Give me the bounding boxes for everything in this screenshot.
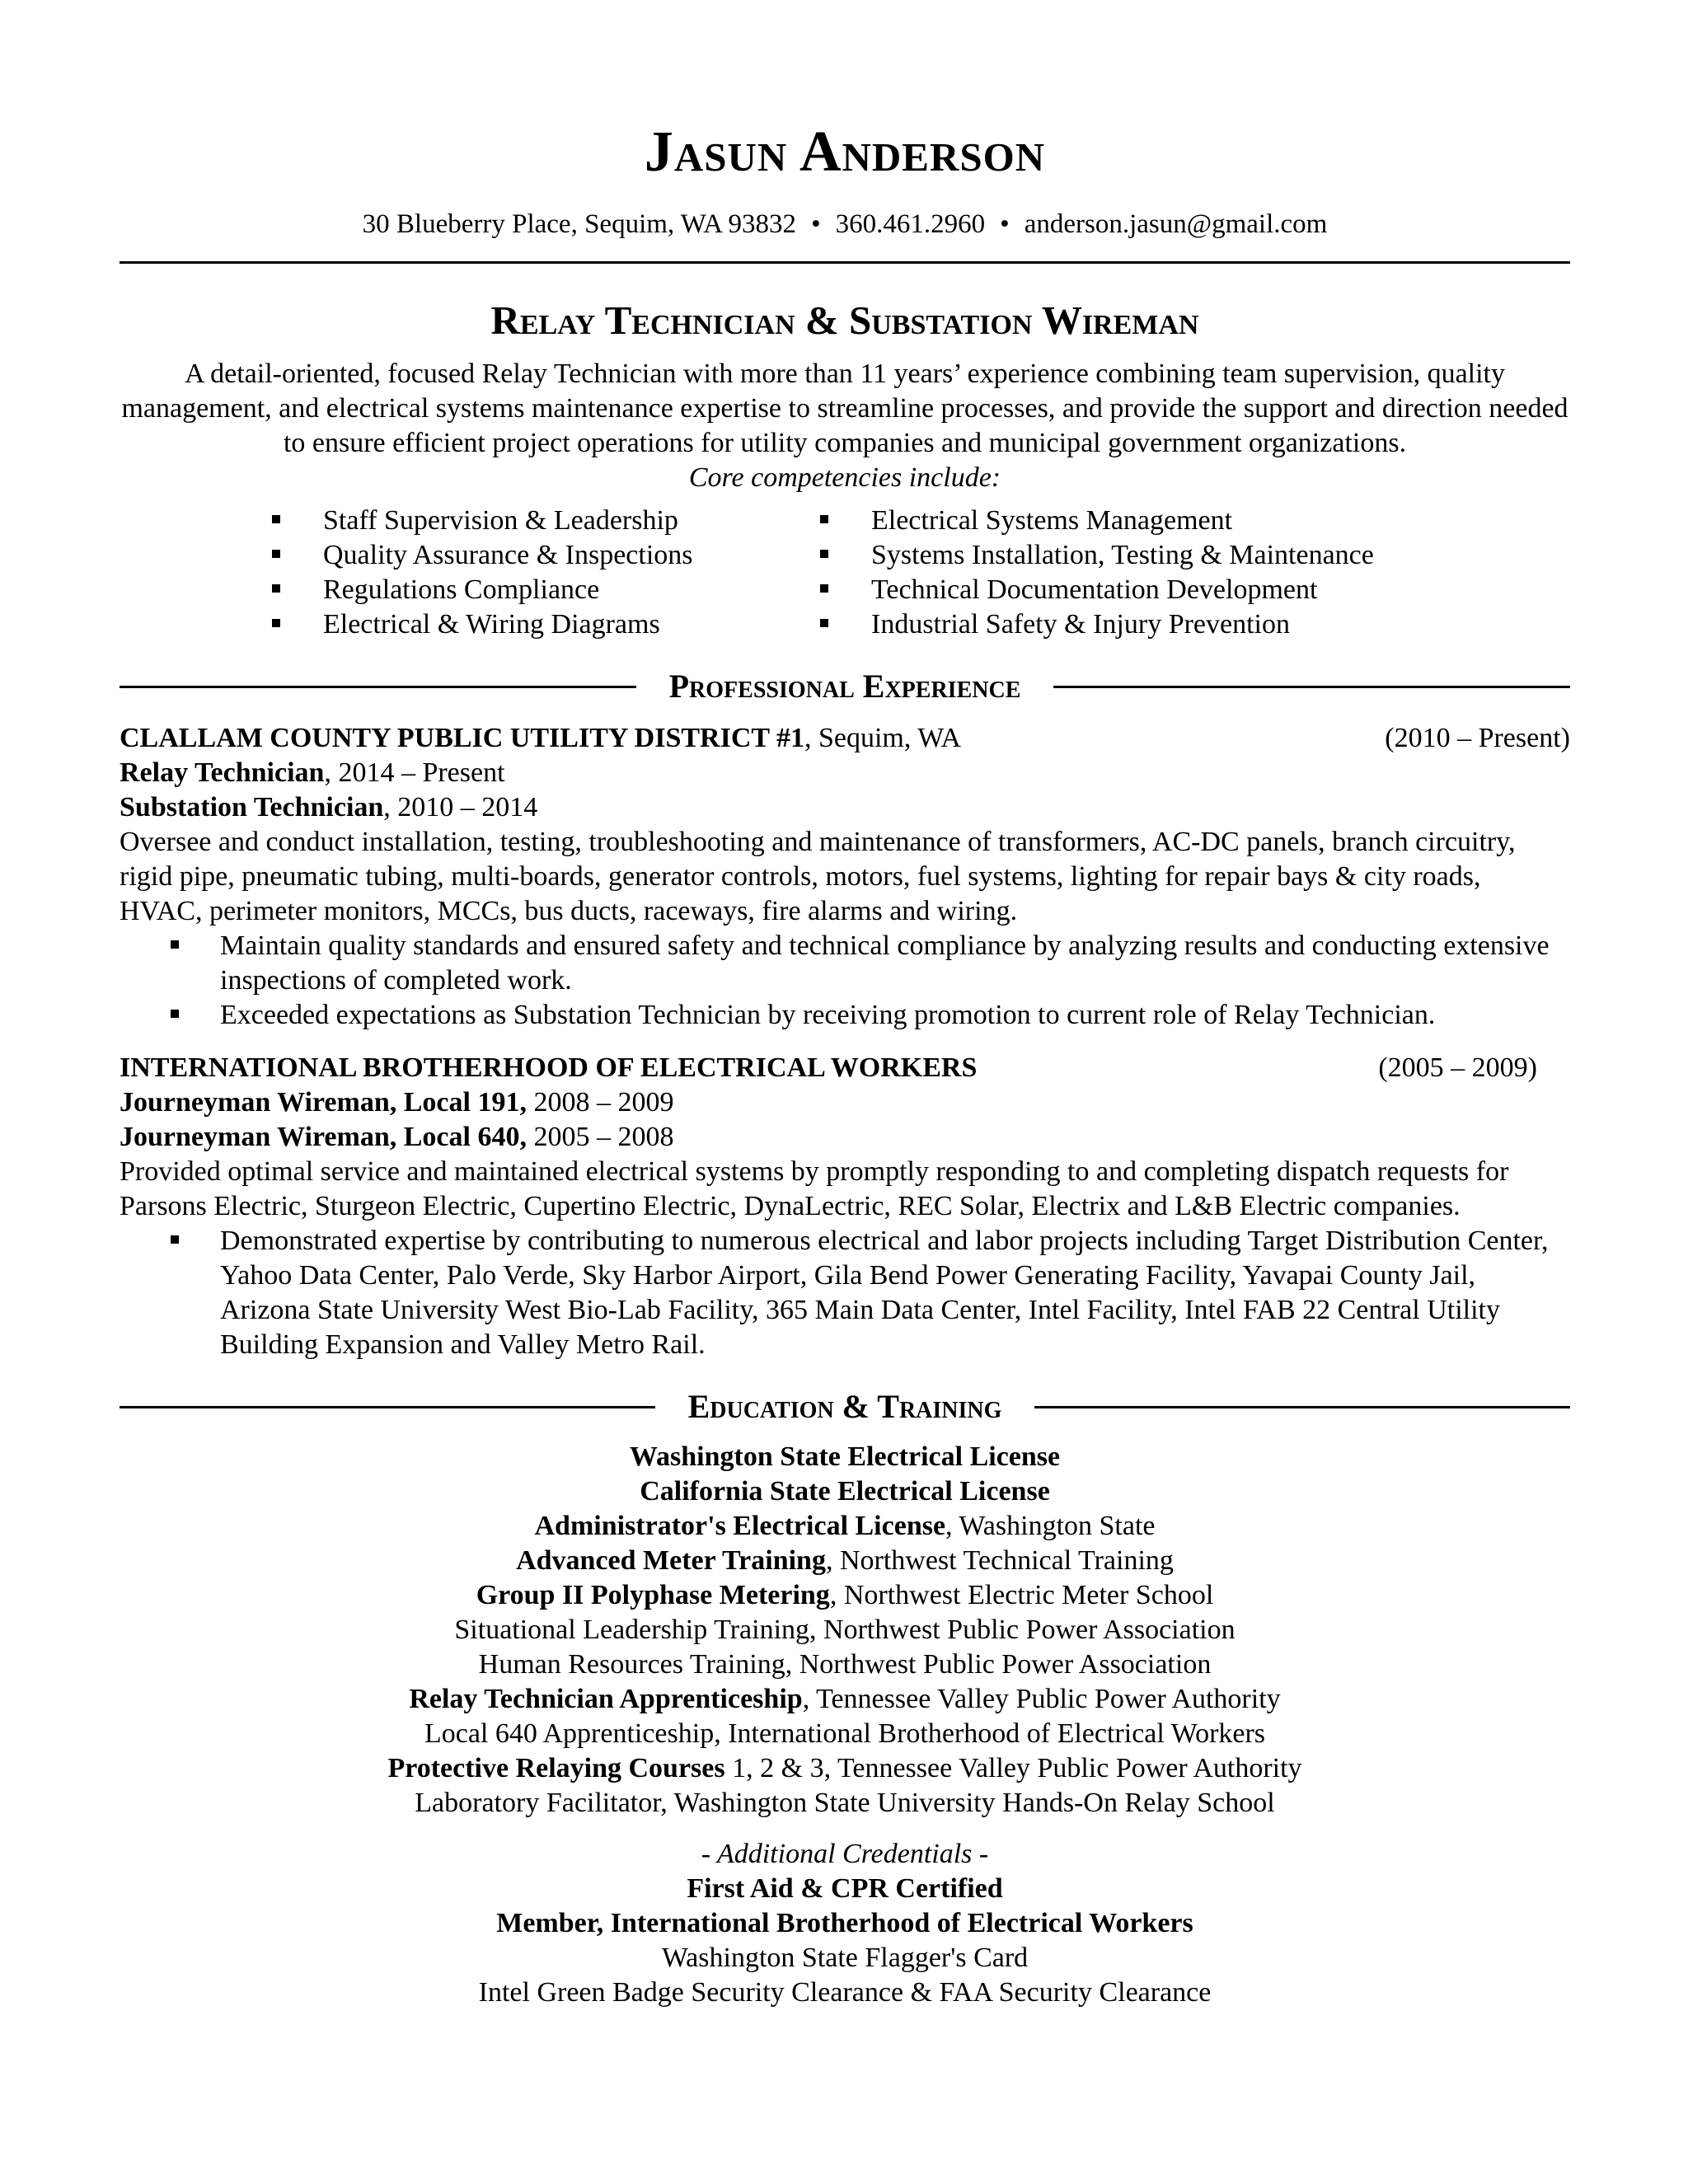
competency-item: Staff Supervision & Leadership <box>272 504 820 538</box>
education-item: Advanced Meter Training, Northwest Technical Training <box>516 1545 1174 1576</box>
additional-credentials-label: - Additional Credentials - <box>701 1839 989 1869</box>
job-bullet: Demonstrated expertise by contributing to numerous electrical and labor projects including Target Distribution Center, Yahoo Data Center, Palo Verde, Sky Harbor Airport, Gila Bend Power Generating Facility, Yavapai County Jail, Arizona State University West Bio-Lab Facility, 365 Main Data Center, Intel Facility, Intel FAB 22 Central Utility Building Expansion and Valley Metro Rail. <box>171 1224 1570 1362</box>
employer: CLALLAM COUNTY PUBLIC UTILITY DISTRICT #1 <box>120 723 804 753</box>
education-item: Laboratory Facilitator, Washington State University Hands-On Relay School <box>415 1788 1275 1818</box>
education-item: Washington State Electrical License <box>629 1441 1061 1472</box>
competencies-column-2 <box>820 504 1374 642</box>
section-rule <box>120 1406 655 1408</box>
competency-item: Systems Installation, Testing & Maintenance <box>820 538 1374 573</box>
employer: INTERNATIONAL BROTHERHOOD OF ELECTRICAL WORKERS <box>120 1052 978 1083</box>
job-location: , Sequim, WA <box>804 723 962 753</box>
summary: A detail-oriented, focused Relay Technician with more than 11 years’ experience combining team supervision, quality management, and electrical systems maintenance expertise to streamline processes, and provide the support and direction needed to ensure efficient project operations for utility companies and municipal government organizations. <box>121 359 1568 458</box>
education-item: Relay Technician Apprenticeship, Tennessee Valley Public Power Authority <box>409 1684 1281 1714</box>
education-item: Administrator's Electrical License, Washington State <box>534 1511 1156 1541</box>
education-item: Situational Leadership Training, Northwest Public Power Association <box>454 1615 1236 1645</box>
education-item: Group II Polyphase Metering, Northwest Electric Meter School <box>476 1580 1214 1610</box>
section-title: Professional Experience <box>668 668 1021 705</box>
education-item: California State Electrical License <box>640 1476 1050 1507</box>
job-bullets <box>120 929 1570 1033</box>
core-competencies-label: Core competencies include: <box>688 462 1001 493</box>
job-bullet: Exceeded expectations as Substation Technician by receiving promotion to current role of Relay Technician. <box>171 998 1570 1033</box>
section-title: Education & Training <box>687 1388 1002 1425</box>
credentials-list <box>120 1872 1570 2010</box>
credential-item: First Aid & CPR Certified <box>687 1873 1003 1904</box>
credential-item: Washington State Flagger's Card <box>661 1943 1029 1973</box>
section-rule <box>120 686 636 688</box>
role-title: Journeyman Wireman, Local 191, <box>120 1087 527 1118</box>
address: 30 Blueberry Place, Sequim, WA 93832 <box>362 209 797 239</box>
job-bullet: Maintain quality standards and ensured safety and technical compliance by analyzing results and conducting extensive inspections of completed work. <box>171 929 1570 998</box>
job-header <box>120 1051 1570 1085</box>
role-line <box>120 756 1570 790</box>
section-rule <box>1034 1406 1570 1408</box>
role-line <box>120 790 1570 825</box>
role-title: Relay Technician <box>120 757 325 788</box>
competency-item: Electrical Systems Management <box>820 504 1374 538</box>
credential-item: Intel Green Badge Security Clearance & FAA Security Clearance <box>478 1977 1212 2008</box>
bullet-separator: • <box>1000 209 1010 239</box>
education-item: Local 640 Apprenticeship, International Brotherhood of Electrical Workers <box>424 1718 1266 1749</box>
job-entry <box>120 1051 1570 1362</box>
job-dates: (2005 – 2009) <box>1378 1052 1537 1083</box>
email: anderson.jasun@gmail.com <box>1024 209 1328 239</box>
role-title: Journeyman Wireman, Local 640, <box>120 1122 527 1152</box>
phone: 360.461.2960 <box>835 209 986 239</box>
role-title: Substation Technician <box>120 792 384 823</box>
competency-item: Quality Assurance & Inspections <box>272 538 820 573</box>
role-dates: , 2014 – Present <box>324 757 505 788</box>
job-bullets <box>120 1224 1570 1362</box>
section-rule <box>1053 686 1570 688</box>
job-description: Provided optimal service and maintained electrical systems by promptly responding to and completing dispatch requests for Parsons Electric, Sturgeon Electric, Cupertino Electric, DynaLectric, REC Solar, Electrix and L&B Electric companies. <box>120 1156 1509 1221</box>
role-dates: 2008 – 2009 <box>526 1087 674 1118</box>
competency-item: Technical Documentation Development <box>820 573 1374 607</box>
competency-item: Electrical & Wiring Diagrams <box>272 607 820 642</box>
header-divider <box>120 261 1570 264</box>
competencies-column-1 <box>272 504 820 642</box>
section-header-experience <box>120 670 1570 703</box>
candidate-name: Jasun Anderson <box>644 120 1046 184</box>
credential-item: Member, International Brotherhood of Electrical Workers <box>496 1908 1193 1938</box>
section-header-education <box>120 1390 1570 1423</box>
competency-item: Industrial Safety & Injury Prevention <box>820 607 1374 642</box>
education-item: Protective Relaying Courses 1, 2 & 3, Tennessee Valley Public Power Authority <box>387 1753 1302 1783</box>
competencies <box>120 504 1570 642</box>
job-header <box>120 721 1570 756</box>
education-item: Human Resources Training, Northwest Public Power Association <box>478 1649 1212 1680</box>
role-line <box>120 1085 1570 1120</box>
competency-item: Regulations Compliance <box>272 573 820 607</box>
role-dates: 2005 – 2008 <box>526 1122 674 1152</box>
role-dates: , 2010 – 2014 <box>383 792 538 823</box>
role-line <box>120 1120 1570 1155</box>
headline: Relay Technician & Substation Wireman <box>490 298 1199 343</box>
job-entry <box>120 721 1570 1033</box>
resume-page <box>120 120 1570 2010</box>
contact-line <box>120 211 1570 238</box>
bullet-separator: • <box>811 209 821 239</box>
education-list <box>120 1440 1570 1821</box>
job-description: Oversee and conduct installation, testing, troubleshooting and maintenance of transformers, AC-DC panels, branch circuitry, rigid pipe, pneumatic tubing, multi-boards, generator controls, motors, fuel systems, lighting for repair bays & city roads, HVAC, perimeter monitors, MCCs, bus ducts, raceways, fire alarms and wiring. <box>120 827 1516 926</box>
job-dates: (2010 – Present) <box>1385 723 1570 753</box>
